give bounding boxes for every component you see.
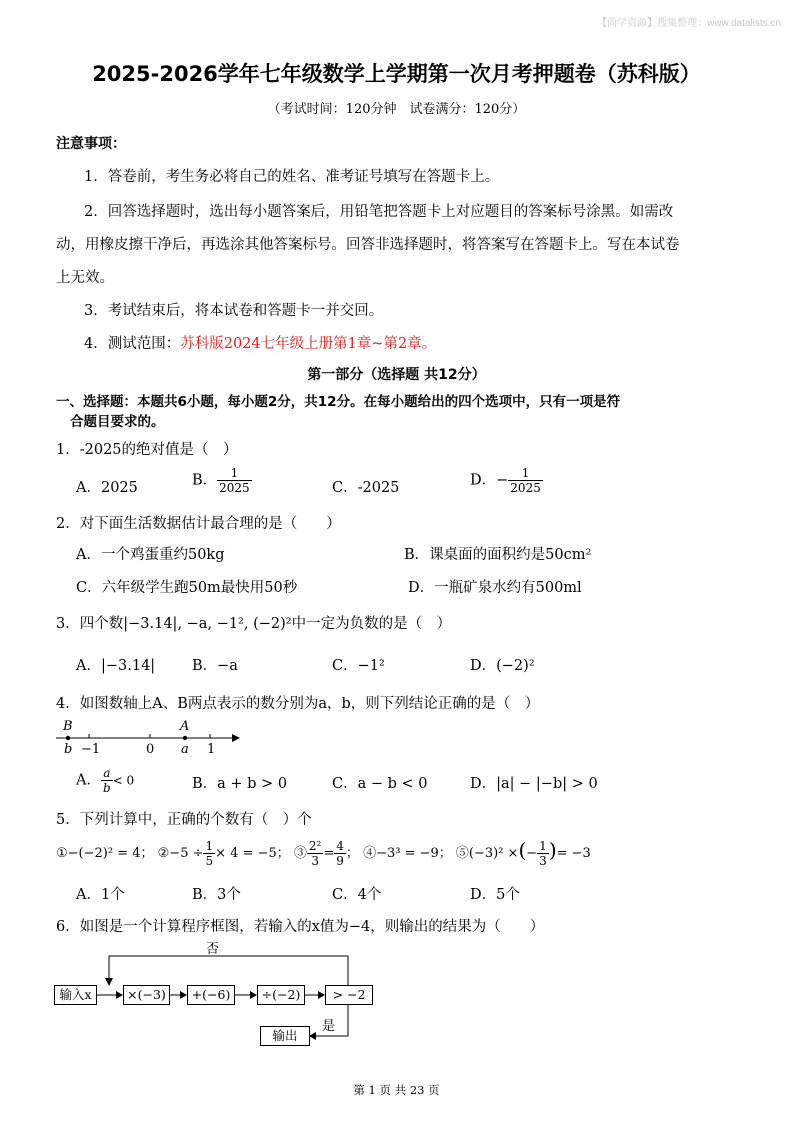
section-1-instructions-line1: 一、选择题：本题共6小题，每小题2分，共12分。在每小题给出的四个选项中，只有一项是符 [56,394,621,410]
q4-option-a: A． $\frac{a}{b}$ < 0 [76,766,135,795]
flow-compare-box: > −2 [325,985,373,1005]
tick-label-b: b [64,742,73,757]
flow-divide-box: ÷(−2) [257,985,305,1005]
q1-option-a: A．2025 [76,480,138,496]
q1-option-c: C．-2025 [332,480,400,496]
notice-item-3: 3．考试结束后，将本试卷和答题卡一并交回。 [84,303,384,319]
tick-label-0: 0 [146,742,155,757]
point-b [66,736,70,740]
tick-label-1: 1 [207,742,216,757]
page-title: 2025-2026学年七年级数学上学期第一次月考押题卷（苏科版） [92,62,701,86]
q3-stem: 3．四个数|−3.14|, −a, −1², (−2)²中一定为负数的是（ ） [56,616,452,632]
q5-expr-2: ②−5 ÷ $\frac{1}{5}$ × 4 = −5； [157,839,290,868]
tick-label-minus1: −1 [81,742,101,757]
q2-stem: 2．对下面生活数据估计最合理的是（ ） [56,516,341,532]
notice-item-4-prefix: 4．测试范围： [84,336,181,352]
q4-stem: 4．如图数轴上A、B两点表示的数分别为a，b，则下列结论正确的是（ ） [56,696,540,712]
q5-expressions [56,838,591,868]
notice-heading: 注意事项： [56,136,126,152]
notice-item-2-line3: 上无效。 [56,270,114,286]
q3-option-a: A．|−3.14| [76,658,156,674]
flow-add-box: +(−6) [187,985,235,1005]
q3-option-b: B．−a [192,658,238,674]
q3-option-d: D．(−2)² [470,658,535,674]
watermark: 【尚学资源】搜集整理：www.datalists.cn [597,18,781,29]
flow-no-label: 否 [206,942,220,957]
q5-stem: 5．下列计算中，正确的个数有（ ）个 [56,812,312,828]
part-1-heading: 第一部分（选择题 共12分） [307,367,486,383]
notice-item-1: 1．答卷前，考生务必将自己的姓名、准考证号填写在答题卡上。 [84,169,500,185]
q1-option-b: B． $\frac{1}{2025}$ [192,466,250,495]
q3-option-c: C．−1² [332,658,385,674]
q4-number-line [52,716,242,758]
flow-input-box: 输入x [54,985,97,1005]
q6-stem: 6．如图是一个计算程序框图，若输入的x值为−4，则输出的结果为（ ） [56,919,545,935]
notice-item-2-line1: 2．回答选择题时，选出每小题答案后，用铅笔把答题卡上对应题目的答案标号涂黑。如需改 [84,204,674,220]
q5-option-c: C．4个 [332,887,382,903]
q4-option-b: B．a + b > 0 [192,776,288,792]
q2-option-b: B．课桌面的面积约是50cm² [404,547,592,563]
q5-expr-1: ①−(−2)² = 4； [56,846,154,861]
q5-option-a: A．1个 [76,887,125,903]
label-a-upper: A [180,719,190,734]
q2-option-d: D．一瓶矿泉水约有500ml [408,580,582,596]
flow-output-box: 输出 [260,1026,310,1046]
test-range: 苏科版2024七年级上册第1章~第2章。 [180,336,437,352]
flow-multiply-box: ×(−3) [123,985,170,1005]
q4-option-c: C．a − b < 0 [332,776,428,792]
tick-label-a: a [181,742,189,757]
section-1-instructions-line2: 合题目要求的。 [70,414,165,430]
q5-expr-4: ④−3³ = −9； [363,846,452,861]
q1-option-d: D．− $\frac{1}{2025}$ [470,466,541,495]
q2-option-c: C．六年级学生跑50m最快用50秒 [76,580,298,596]
q5-option-d: D．5个 [470,887,520,903]
q5-expr-5: ⑤(−3)² ×(− $\frac{1}{3}$ )= −3 [455,838,591,868]
q2-option-a: A．一个鸡蛋重约50kg [76,547,225,563]
notice-item-4 [84,332,436,353]
page-footer: 第 1 页 共 23 页 [353,1083,440,1097]
label-b-upper: B [63,719,73,734]
q5-option-b: B．3个 [192,887,241,903]
exam-info: （考试时间：120分钟 试卷满分：120分） [267,102,526,117]
q4-option-d: D．|a| − |−b| > 0 [470,776,598,792]
q5-expr-3: ③ $\frac{\text{2²}}{3}$ = $\frac{4}{9}$ ； [293,839,359,868]
point-a [183,736,187,740]
q1-stem: 1．-2025的绝对值是（ ） [56,442,238,458]
notice-item-2-line2: 动，用橡皮擦干净后，再选涂其他答案标号。回答非选择题时，将答案写在答题卡上。写在本试卷 [56,237,680,253]
flow-yes-label: 是 [322,1019,336,1034]
q6-flowchart [50,938,370,1048]
